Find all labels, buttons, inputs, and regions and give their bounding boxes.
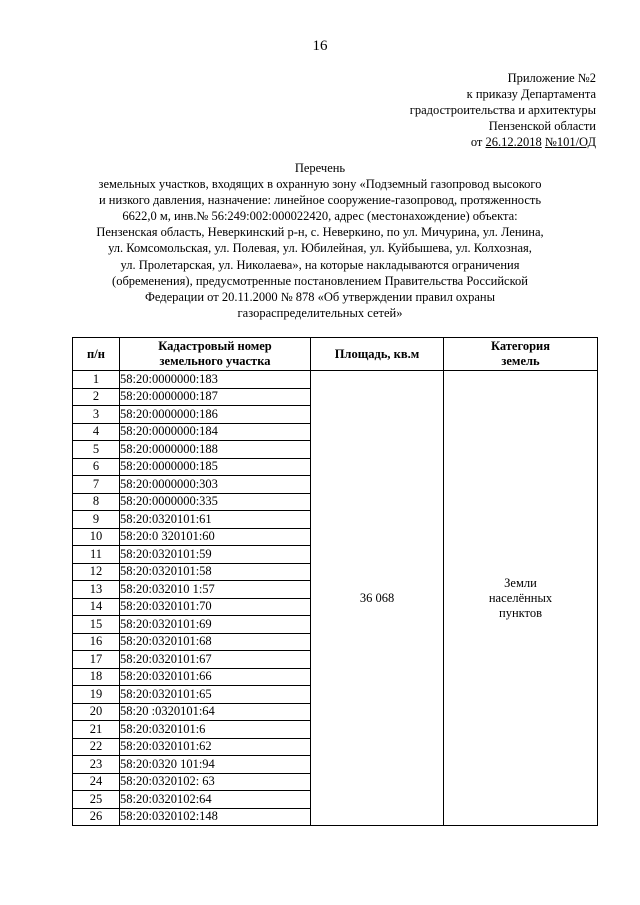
header-category-line: земель (501, 354, 540, 368)
annex-line: к приказу Департамента (466, 87, 596, 101)
header-num: п/н (73, 338, 120, 371)
row-number: 2 (73, 388, 120, 406)
row-number: 13 (73, 581, 120, 599)
cadastral-number: 58:20:0000000:185 (120, 458, 311, 476)
annex-date-prefix: от (470, 135, 486, 149)
cadastral-number: 58:20:0320101:58 (120, 563, 311, 581)
row-number: 3 (73, 406, 120, 424)
row-number: 4 (73, 423, 120, 441)
cadastral-number: 58:20:0320101:65 (120, 686, 311, 704)
cadastral-number: 58:20 :0320101:64 (120, 703, 311, 721)
heading-line: Федерации от 20.11.2000 № 878 «Об утверждении правил охраны (144, 289, 496, 304)
row-number: 8 (73, 493, 120, 511)
header-category (444, 338, 598, 371)
row-number: 20 (73, 703, 120, 721)
cadastral-number: 58:20:0000000:188 (120, 441, 311, 459)
land-category-line: Земли (504, 575, 537, 590)
cadastral-number: 58:20:0320101:6 (120, 721, 311, 739)
row-number: 12 (73, 563, 120, 581)
heading-line: 6622,0 м, инв.№ 56:249:002:000022420, адрес (местонахождение) объекта: (122, 209, 518, 224)
row-number: 10 (73, 528, 120, 546)
land-category-line: пунктов (499, 605, 542, 620)
row-number: 6 (73, 458, 120, 476)
row-number: 21 (73, 721, 120, 739)
cadastral-number: 58:20:0 320101:60 (120, 528, 311, 546)
heading-line: ул. Комсомольская, ул. Полевая, ул. Юбилейная, ул. Куйбышева, ул. Колхозная, (108, 241, 532, 256)
heading-title: Перечень (294, 161, 346, 175)
row-number: 16 (73, 633, 120, 651)
cadastral-number: 58:20:0320101:66 (120, 668, 311, 686)
table-header-row (73, 338, 598, 371)
table-row (73, 371, 598, 389)
cadastral-number: 58:20:0000000:335 (120, 493, 311, 511)
document-heading (60, 160, 580, 321)
cadastral-number: 58:20:0000000:184 (120, 423, 311, 441)
cadastral-number: 58:20:0320102: 63 (120, 773, 311, 791)
land-category (444, 371, 598, 826)
cadastral-number: 58:20:0000000:186 (120, 406, 311, 424)
cadastral-number: 58:20:0320101:70 (120, 598, 311, 616)
row-number: 23 (73, 756, 120, 774)
row-number: 11 (73, 546, 120, 564)
cadastral-number: 58:20:0320101:67 (120, 651, 311, 669)
land-plots-table (72, 337, 598, 826)
row-number: 25 (73, 791, 120, 809)
cadastral-number: 58:20:0320101:68 (120, 633, 311, 651)
cadastral-number: 58:20:0320101:69 (120, 616, 311, 634)
row-number: 14 (73, 598, 120, 616)
heading-line: Пензенская область, Неверкинский р-н, с. Неверкино, по ул. Мичурина, ул. Ленина, (96, 225, 544, 240)
annex-date: 26.12.2018 (485, 135, 542, 149)
annex-date-line (410, 134, 596, 150)
header-cadastral (120, 338, 311, 371)
row-number: 15 (73, 616, 120, 634)
table-body (73, 371, 598, 826)
land-category-line: населённых (488, 590, 553, 605)
annex-line: градостроительства и архитектуры (409, 103, 596, 117)
row-number: 5 (73, 441, 120, 459)
heading-line: ул. Пролетарская, ул. Николаева», на которые накладываются ограничения (120, 257, 520, 272)
cadastral-number: 58:20:0320101:61 (120, 511, 311, 529)
cadastral-number: 58:20:0320101:59 (120, 546, 311, 564)
heading-line: и низкого давления, назначение: линейное сооружение-газопровод, протяженность (98, 193, 542, 208)
annex-line: Пензенской области (488, 119, 596, 133)
row-number: 22 (73, 738, 120, 756)
row-number: 26 (73, 808, 120, 826)
row-number: 1 (73, 371, 120, 389)
heading-line: (обременения), предусмотренные постановлением Правительства Российской (112, 273, 528, 288)
header-area: Площадь, кв.м (311, 338, 444, 371)
cadastral-number: 58:20:0320 101:94 (120, 756, 311, 774)
area-value: 36 068 (311, 371, 444, 826)
row-number: 9 (73, 511, 120, 529)
header-cadastral-line: земельного участка (159, 354, 271, 368)
page-number: 16 (312, 38, 328, 54)
row-number: 7 (73, 476, 120, 494)
row-number: 17 (73, 651, 120, 669)
row-number: 24 (73, 773, 120, 791)
cadastral-number: 58:20:0320102:64 (120, 791, 311, 809)
annex-line: Приложение №2 (507, 71, 596, 85)
cadastral-number: 58:20:0000000:183 (120, 371, 311, 389)
cadastral-number: 58:20:0320102:148 (120, 808, 311, 826)
cadastral-number: 58:20:0000000:187 (120, 388, 311, 406)
header-category-line: Категория (490, 339, 551, 353)
cadastral-number: 58:20:0320101:62 (120, 738, 311, 756)
row-number: 18 (73, 668, 120, 686)
annex-number: №101/ОД (544, 135, 596, 149)
heading-line: земельных участков, входящих в охранную зону «Подземный газопровод высокого (98, 177, 542, 192)
cadastral-number: 58:20:0000000:303 (120, 476, 311, 494)
header-cadastral-line: Кадастровый номер (158, 339, 272, 353)
row-number: 19 (73, 686, 120, 704)
cadastral-number: 58:20:032010 1:57 (120, 581, 311, 599)
annex-block (410, 70, 596, 150)
heading-line: газораспределительных сетей» (237, 305, 403, 320)
